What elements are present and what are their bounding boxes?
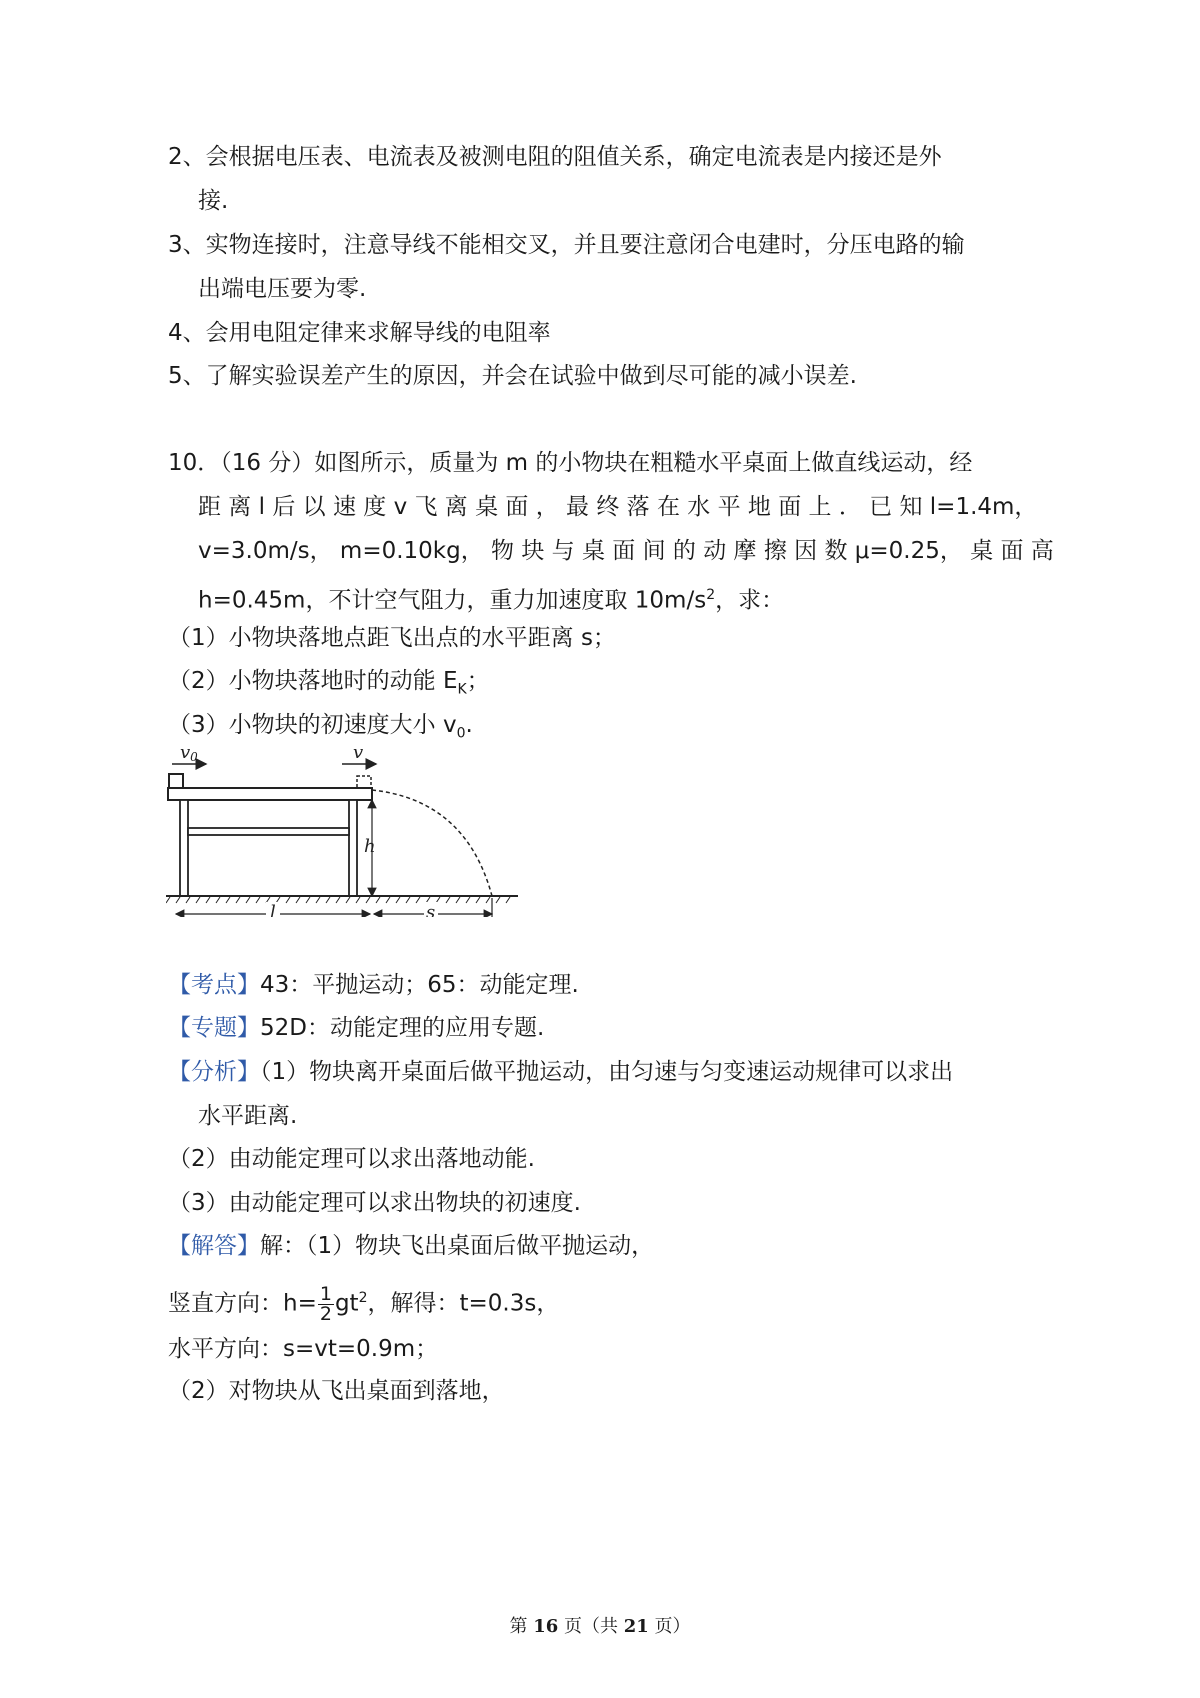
fenxi-2: （2）由动能定理可以求出落地动能. [168,1146,535,1172]
point-number: 4、 [168,320,206,346]
h-label: h [364,836,376,857]
jieda-tag: 【解答】 [168,1233,260,1259]
v0-label: v0 [180,742,198,764]
kaodian-line: 【考点】43：平抛运动；65：动能定理. [168,972,579,998]
kaodian-tag: 【考点】 [168,972,260,998]
l-label: l [270,902,276,917]
problem-line-3: v=3.0m/s， m=0.10kg， 物 块 与 桌 面 间 的 动 摩 擦 因 数 μ=0.25， 桌 面 高 [198,538,1054,564]
s-label: s [426,902,436,917]
problem-line-2: 距 离 l 后 以 速 度 v 飞 离 桌 面 ， 最 终 落 在 水 平 地 面 上 ． 已 知 l=1.4m， [198,494,1038,520]
point-number: 2、 [168,144,206,170]
fenxi-3: （3）由动能定理可以求出物块的初速度. [168,1190,581,1216]
point-4 [168,318,551,348]
point-3-continuation: 出端电压要为零. [198,276,367,302]
point-text: 实物连接时，注意导线不能相交叉，并且要注意闭合电建时，分压电路的输 [205,232,965,258]
trajectory-curve [372,790,492,896]
question-2: （2）小物块落地时的动能 $E_K$； [168,668,490,698]
page-footer: 第 16 页（共 21 页） [509,1616,691,1637]
problem-line-1: 10．（16 分）如图所示，质量为 m 的小物块在粗糙水平桌面上做直线运动，经 [168,450,973,476]
problem-line-4: h=0.45m，不计空气阻力，重力加速度取 $10m/s^2$，求： [198,587,785,614]
step-2: （2）对物块从飞出桌面到落地， [168,1378,505,1404]
jieda-line: 【解答】解：（1）物块飞出桌面后做平抛运动， [168,1233,655,1259]
point-5 [168,361,857,391]
fraction-one-half: $\frac{1}{2}$ [319,1282,332,1325]
question-3: （3）小物块的初速度大小 $v_0$. [168,712,473,742]
point-3 [168,230,965,260]
small-block [169,774,183,788]
point-2-continuation: 接. [198,188,229,214]
tabletop [168,788,372,800]
current-page: 16 [533,1616,559,1637]
zhuanti-line: 【专题】52D：动能定理的应用专题. [168,1015,545,1041]
point-number: 3、 [168,232,206,258]
point-text: 了解实验误差产生的原因，并会在试验中做到尽可能的减小误差. [205,363,857,389]
point-number: 5、 [168,363,206,389]
vertical-equation: 竖直方向：h= $\frac{1}{2}$ $gt^2$，解得：t=0.3s， [168,1282,560,1325]
fenxi-continuation: 水平距离. [198,1103,298,1129]
fenxi-tag: 【分析】 [168,1059,260,1085]
total-pages: 21 [623,1616,649,1637]
zhuanti-tag: 【专题】 [168,1015,260,1041]
point-2 [168,142,942,172]
question-1: （1）小物块落地点距飞出点的水平距离 s； [168,625,616,651]
point-text: 会根据电压表、电流表及被测电阻的阻值关系，确定电流表是内接还是外 [205,144,942,170]
fenxi-line: 【分析】（1）物块离开桌面后做平抛运动，由匀速与匀变速运动规律可以求出 [168,1059,954,1085]
table-projectile-figure [166,742,526,917]
v-label: v [353,742,364,763]
horizontal-equation: 水平方向：s=vt=0.9m； [168,1336,439,1362]
point-text: 会用电阻定律来求解导线的电阻率 [205,320,551,346]
